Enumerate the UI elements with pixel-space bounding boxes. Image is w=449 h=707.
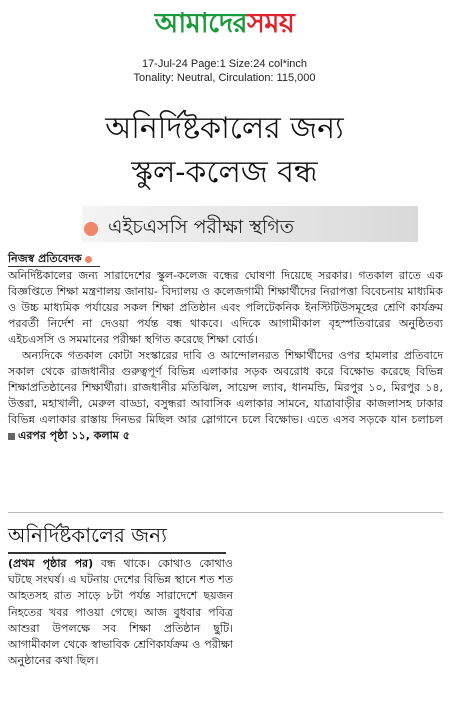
logo-part-2: সময়	[246, 8, 295, 39]
continuation-title: অনির্দিষ্টকালের জন্য	[8, 523, 167, 547]
continued-ref-text: এরপর পৃষ্ঠা ১১, কলাম ৫	[18, 429, 130, 442]
continuation-body	[8, 556, 233, 669]
byline-text: নিজস্ব প্রতিবেদক	[8, 252, 82, 265]
byline-underline	[8, 266, 100, 267]
continuation-ref: (প্রথম পৃষ্ঠার পর)	[8, 557, 94, 570]
bullet-dot-icon	[84, 222, 98, 236]
paragraph-2	[8, 348, 443, 444]
continuation-text: বন্ধ থাকে। কোথাও কোথাও ঘটছে সংঘর্ষ। এ ঘটনায় দেশের বিভিন্ন স্থানে শত শত আহতসহ রাত সাড়ে ৮টা পর্যন্ত সারাদেশে ছয়জন নিহতের খবর পাওয়া গেছে। আজ বুধবার পবিত্র আশুরা উপলক্ষে সব শিক্ষা প্রতিষ্ঠান ছুটি। আগামীকাল থেকে স্বাভাবিক শ্রেণিকার্যক্রম ও পরীক্ষা অনুষ্ঠানের কথা ছিল।	[8, 557, 233, 668]
continued-ref	[8, 429, 130, 442]
paragraph-1: অনির্দিষ্টকালের জন্য সারাদেশের স্কুল-কলেজ বন্ধের ঘোষণা দিয়েছে সরকার। গতকাল রাতে এক বিজ্ঞপ্তিতে শিক্ষা মন্ত্রণালয় জানায়- বিদ্যালয় ও কলেজগামী শিক্ষার্থীদের নিরাপত্তা বিবেচনায় মাধ্যমিক ও উচ্চ মাধ্যমিক পর্যায়ের সকল শিক্ষা প্রতিষ্ঠান এবং পলিটেকনিক ইনস্টিটিউসমূহের শ্রেণি কার্যক্রম পরবর্তী নির্দেশ না দেওয়া পর্যন্ত বন্ধ থাকবে। এদিকে আগামীকাল বৃহস্পতিবারের অনুষ্ঠিতব্য এইচএসসি ও সমমানের পরীক্ষা স্থগিত করেছে শিক্ষা বোর্ড।	[8, 269, 443, 346]
headline-line-1: অনির্দিষ্টকালের জন্য	[105, 111, 344, 146]
section-divider	[8, 512, 443, 513]
paragraph-2-text: অন্যদিকে গতকাল কোটা সংস্কারের দাবি ও আন্দোলনরত শিক্ষার্থীদের ওপর হামলার প্রতিবাদে সকাল থেকে রাজধানীর গুরুত্বপূর্ণ বিভিন্ন এলাকার সড়ক অবরোধ করে বিক্ষোভ করেছে বিভিন্ন শিক্ষাপ্রতিষ্ঠানের শিক্ষার্থীরা। রাজধানীর মতিঝিল, সায়েন্স ল্যাব, ধানমন্ডি, মিরপুর ১০, মিরপুর ১৪, উত্তরা, মহাখালী, মেরুল বাড্ডা, বসুন্ধরা আবাসিক এলাকার সামনে, যাত্রাবাড়ীর কাজলাসহ ঢাকার বিভিন্ন এলাকার রাস্তায় দিনভর মিছিল আর স্লোগানে চলে বিক্ষোভ। এতে এসব সড়কে যান চলাচল	[8, 349, 443, 426]
clip-meta-line-2: Tonality: Neutral, Circulation: 115,000	[133, 72, 316, 84]
article-body	[8, 268, 443, 444]
byline-dot-icon	[85, 256, 92, 263]
subhead-text: এইচএসসি পরীক্ষা স্থগিত	[108, 216, 295, 238]
logo-part-1: আমাদের	[154, 8, 247, 39]
headline-line-2: স্কুল-কলেজ বন্ধ	[131, 155, 318, 190]
clip-meta-line-1: 17-Jul-24 Page:1 Size:24 col*inch	[141, 58, 308, 70]
subhead	[72, 208, 432, 248]
continuation-title-underline	[8, 552, 226, 554]
square-bullet-icon	[8, 433, 15, 440]
masthead-logo	[0, 2, 449, 46]
